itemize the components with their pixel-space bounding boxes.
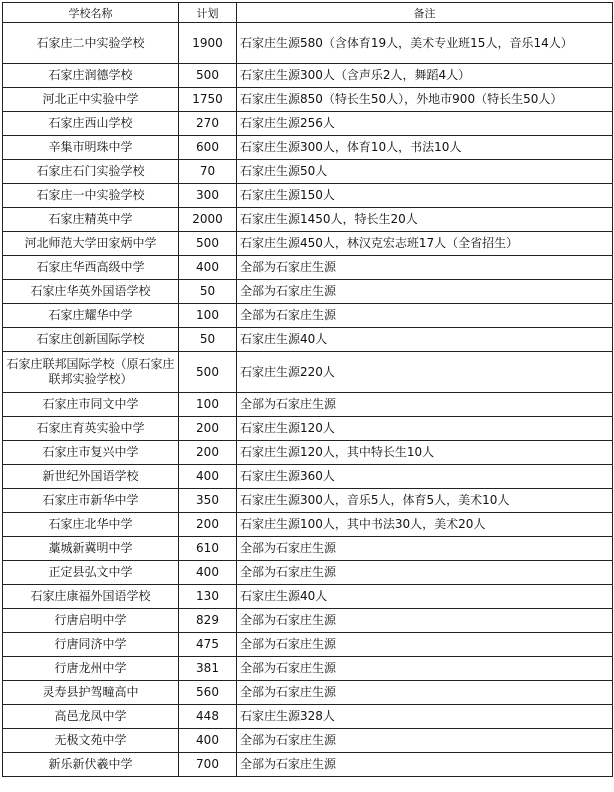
plan-cell: 1900	[179, 23, 237, 64]
table-row	[3, 417, 613, 441]
plan-cell: 381	[179, 657, 237, 681]
header-plan: 计划	[179, 3, 237, 23]
school-name-cell: 石家庄康福外国语学校	[3, 585, 179, 609]
plan-cell: 829	[179, 609, 237, 633]
note-cell: 全部为石家庄生源	[237, 537, 613, 561]
school-name-cell: 辛集市明珠中学	[3, 136, 179, 160]
plan-cell: 130	[179, 585, 237, 609]
plan-cell: 50	[179, 328, 237, 352]
table-row	[3, 585, 613, 609]
school-name-cell: 石家庄耀华中学	[3, 304, 179, 328]
school-name-cell: 石家庄华西高级中学	[3, 256, 179, 280]
plan-cell: 200	[179, 441, 237, 465]
plan-cell: 2000	[179, 208, 237, 232]
note-cell: 全部为石家庄生源	[237, 256, 613, 280]
enrollment-plan-table	[2, 2, 613, 777]
note-cell: 石家庄生源850（特长生50人），外地市900（特长生50人）	[237, 88, 613, 112]
table-row	[3, 681, 613, 705]
note-cell: 全部为石家庄生源	[237, 280, 613, 304]
table-row	[3, 657, 613, 681]
note-cell: 全部为石家庄生源	[237, 681, 613, 705]
school-name-cell: 石家庄市复兴中学	[3, 441, 179, 465]
plan-cell: 448	[179, 705, 237, 729]
table-row	[3, 465, 613, 489]
school-name-cell: 石家庄北华中学	[3, 513, 179, 537]
note-cell: 石家庄生源120人，其中特长生10人	[237, 441, 613, 465]
table-row	[3, 256, 613, 280]
note-cell: 全部为石家庄生源	[237, 753, 613, 777]
table-header-row	[3, 3, 613, 23]
table-row	[3, 561, 613, 585]
plan-cell: 500	[179, 352, 237, 393]
school-name-cell: 石家庄精英中学	[3, 208, 179, 232]
table-row	[3, 160, 613, 184]
table-row	[3, 489, 613, 513]
plan-cell: 200	[179, 513, 237, 537]
header-note: 备注	[237, 3, 613, 23]
school-name-cell: 石家庄市新华中学	[3, 489, 179, 513]
table-row	[3, 609, 613, 633]
header-school-name: 学校名称	[3, 3, 179, 23]
plan-cell: 300	[179, 184, 237, 208]
school-name-cell: 石家庄联邦国际学校（原石家庄联邦实验学校）	[3, 352, 179, 393]
note-cell: 石家庄生源150人	[237, 184, 613, 208]
school-name-cell: 无极文苑中学	[3, 729, 179, 753]
note-cell: 石家庄生源40人	[237, 328, 613, 352]
school-name-cell: 河北正中实验中学	[3, 88, 179, 112]
school-name-cell: 石家庄创新国际学校	[3, 328, 179, 352]
school-name-cell: 行唐同济中学	[3, 633, 179, 657]
plan-cell: 100	[179, 304, 237, 328]
school-name-cell: 石家庄西山学校	[3, 112, 179, 136]
school-name-cell: 石家庄润德学校	[3, 64, 179, 88]
plan-cell: 100	[179, 393, 237, 417]
table-row	[3, 136, 613, 160]
school-name-cell: 高邑龙凤中学	[3, 705, 179, 729]
note-cell: 全部为石家庄生源	[237, 561, 613, 585]
school-name-cell: 石家庄育英实验中学	[3, 417, 179, 441]
note-cell: 全部为石家庄生源	[237, 657, 613, 681]
plan-cell: 1750	[179, 88, 237, 112]
table-row	[3, 393, 613, 417]
table-row	[3, 513, 613, 537]
school-name-cell: 石家庄华英外国语学校	[3, 280, 179, 304]
note-cell: 全部为石家庄生源	[237, 633, 613, 657]
enrollment-table-container	[2, 2, 613, 777]
note-cell: 石家庄生源120人	[237, 417, 613, 441]
plan-cell: 560	[179, 681, 237, 705]
note-cell: 全部为石家庄生源	[237, 393, 613, 417]
note-cell: 全部为石家庄生源	[237, 609, 613, 633]
table-row	[3, 537, 613, 561]
school-name-cell: 新乐新伏羲中学	[3, 753, 179, 777]
note-cell: 石家庄生源1450人，特长生20人	[237, 208, 613, 232]
plan-cell: 475	[179, 633, 237, 657]
table-row	[3, 208, 613, 232]
table-body	[3, 23, 613, 777]
school-name-cell: 石家庄石门实验学校	[3, 160, 179, 184]
table-row	[3, 232, 613, 256]
table-row	[3, 304, 613, 328]
plan-cell: 400	[179, 256, 237, 280]
plan-cell: 50	[179, 280, 237, 304]
table-row	[3, 441, 613, 465]
school-name-cell: 藁城新冀明中学	[3, 537, 179, 561]
plan-cell: 400	[179, 465, 237, 489]
school-name-cell: 河北师范大学田家炳中学	[3, 232, 179, 256]
school-name-cell: 正定县弘文中学	[3, 561, 179, 585]
plan-cell: 350	[179, 489, 237, 513]
note-cell: 石家庄生源360人	[237, 465, 613, 489]
plan-cell: 600	[179, 136, 237, 160]
plan-cell: 400	[179, 561, 237, 585]
table-row	[3, 64, 613, 88]
school-name-cell: 石家庄市同文中学	[3, 393, 179, 417]
note-cell: 石家庄生源40人	[237, 585, 613, 609]
school-name-cell: 石家庄二中实验学校	[3, 23, 179, 64]
note-cell: 石家庄生源300人，音乐5人，体育5人，美术10人	[237, 489, 613, 513]
table-row	[3, 753, 613, 777]
plan-cell: 270	[179, 112, 237, 136]
school-name-cell: 石家庄一中实验学校	[3, 184, 179, 208]
school-name-cell: 灵寿县护驾疃高中	[3, 681, 179, 705]
school-name-cell: 行唐启明中学	[3, 609, 179, 633]
plan-cell: 70	[179, 160, 237, 184]
note-cell: 石家庄生源50人	[237, 160, 613, 184]
table-row	[3, 88, 613, 112]
note-cell: 石家庄生源300人，体育10人，书法10人	[237, 136, 613, 160]
table-row	[3, 328, 613, 352]
note-cell: 石家庄生源580（含体育19人，美术专业班15人，音乐14人）	[237, 23, 613, 64]
plan-cell: 610	[179, 537, 237, 561]
plan-cell: 500	[179, 64, 237, 88]
table-row	[3, 280, 613, 304]
note-cell: 石家庄生源450人，林汉克宏志班17人（全省招生）	[237, 232, 613, 256]
note-cell: 全部为石家庄生源	[237, 304, 613, 328]
table-row	[3, 705, 613, 729]
note-cell: 石家庄生源328人	[237, 705, 613, 729]
note-cell: 石家庄生源220人	[237, 352, 613, 393]
note-cell: 石家庄生源300人（含声乐2人，舞蹈4人）	[237, 64, 613, 88]
plan-cell: 400	[179, 729, 237, 753]
note-cell: 全部为石家庄生源	[237, 729, 613, 753]
table-row	[3, 23, 613, 64]
plan-cell: 200	[179, 417, 237, 441]
table-row	[3, 112, 613, 136]
table-row	[3, 633, 613, 657]
table-row	[3, 729, 613, 753]
plan-cell: 500	[179, 232, 237, 256]
table-row	[3, 184, 613, 208]
school-name-cell: 新世纪外国语学校	[3, 465, 179, 489]
plan-cell: 700	[179, 753, 237, 777]
school-name-cell: 行唐龙州中学	[3, 657, 179, 681]
table-row	[3, 352, 613, 393]
note-cell: 石家庄生源256人	[237, 112, 613, 136]
note-cell: 石家庄生源100人，其中书法30人，美术20人	[237, 513, 613, 537]
